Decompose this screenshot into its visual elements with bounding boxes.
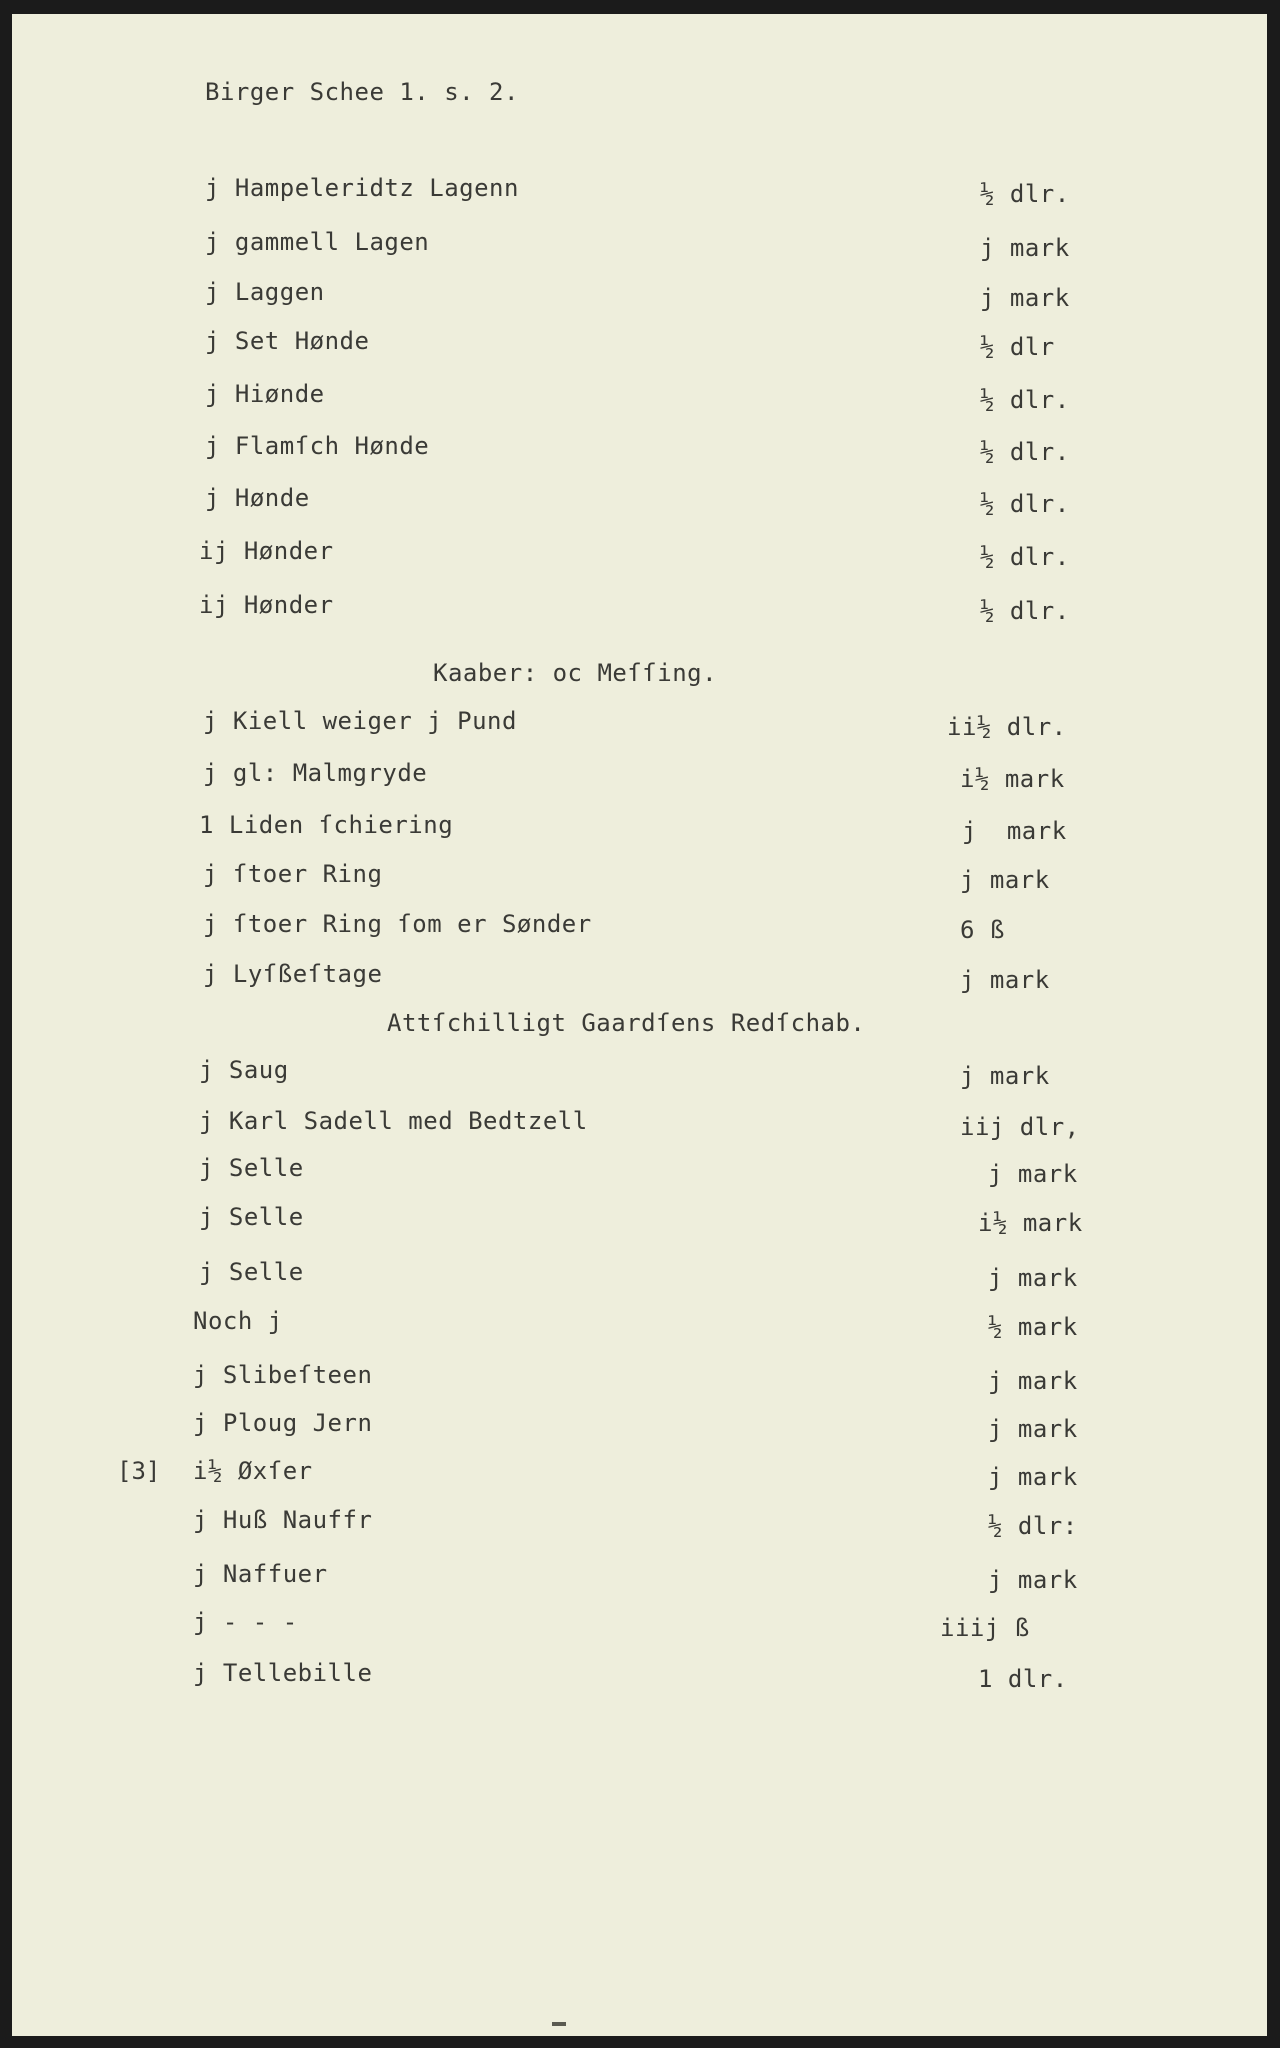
list-item [12, 432, 1267, 466]
item-text: j Saug [199, 1056, 289, 1084]
list-item [12, 1203, 1267, 1237]
item-text: j Hampeleridtz Lagenn [205, 174, 519, 202]
item-price: ½ mark [988, 1313, 1078, 1341]
item-price: j mark [960, 966, 1050, 994]
item-price: i½ mark [960, 765, 1065, 793]
list-item [12, 1560, 1267, 1594]
item-price: ½ dlr. [980, 386, 1070, 414]
list-item [12, 1107, 1267, 1141]
list-item [12, 1056, 1267, 1090]
item-text: j Slibeſteen [193, 1361, 373, 1389]
margin-note: [3] [117, 1457, 161, 1485]
item-price: j mark [988, 1264, 1078, 1292]
list-item [12, 1258, 1267, 1292]
list-item [12, 380, 1267, 414]
section-heading: Kaaber: oc Meſſing. [433, 659, 718, 687]
item-price: ½ dlr. [980, 597, 1070, 625]
item-price: iiij ß [940, 1614, 1030, 1642]
item-text: j ſtoer Ring [203, 860, 383, 888]
item-text: j Kiell weiger j Pund [203, 707, 517, 735]
item-text: 1 Liden ſchiering [199, 811, 454, 839]
list-item [12, 1361, 1267, 1395]
item-price: 6 ß [960, 916, 1005, 944]
inventory-list [12, 14, 1267, 2036]
item-text: j Hønde [205, 484, 310, 512]
item-text: j gl: Malmgryde [203, 759, 428, 787]
item-text: j - - - [193, 1608, 298, 1636]
item-text: j Huß Nauffr [193, 1506, 373, 1534]
item-price: ½ dlr [980, 333, 1055, 361]
list-item [12, 278, 1267, 312]
item-text: j Karl Sadell med Bedtzell [199, 1107, 588, 1135]
item-text: j Naffuer [193, 1560, 328, 1588]
item-text: j Selle [199, 1203, 304, 1231]
item-price: ½ dlr. [980, 180, 1070, 208]
item-text: j Laggen [205, 278, 325, 306]
item-price: j mark [960, 1062, 1050, 1090]
item-price: j mark [988, 1463, 1078, 1491]
item-price: ½ dlr. [980, 543, 1070, 571]
list-item [12, 707, 1267, 741]
list-item [12, 591, 1267, 625]
list-item [12, 1457, 1267, 1491]
list-item [12, 537, 1267, 571]
item-price: 1 dlr. [978, 1665, 1068, 1693]
item-text: j Selle [199, 1154, 304, 1182]
list-item [12, 1307, 1267, 1341]
item-price: j mark [988, 1160, 1078, 1188]
item-price: j mark [962, 817, 1067, 845]
list-item [12, 910, 1267, 944]
item-text: j Flamſch Hønde [205, 432, 430, 460]
list-item [12, 860, 1267, 894]
item-text: ij Hønder [199, 537, 334, 565]
list-item [12, 1409, 1267, 1443]
scan-mark [552, 2022, 566, 2026]
item-price: ½ dlr. [980, 490, 1070, 518]
item-text: j gammell Lagen [205, 228, 430, 256]
item-text: Noch j [193, 1307, 283, 1335]
list-item [12, 960, 1267, 994]
item-price: j mark [988, 1367, 1078, 1395]
item-text: j Ploug Jern [193, 1409, 373, 1437]
list-item [12, 174, 1267, 208]
list-item [12, 1506, 1267, 1540]
list-item [12, 1154, 1267, 1188]
item-price: i½ mark [978, 1209, 1083, 1237]
list-item [12, 327, 1267, 361]
item-price: j mark [980, 284, 1070, 312]
item-text: j Selle [199, 1258, 304, 1286]
item-text: i½ Øxſer [193, 1457, 313, 1485]
list-item [12, 811, 1267, 845]
item-price: j mark [960, 866, 1050, 894]
section-heading: Attſchilligt Gaardſens Redſchab. [387, 1009, 866, 1037]
item-text: j Set Hønde [205, 327, 370, 355]
item-text: j Hiønde [205, 380, 325, 408]
item-price: j mark [980, 234, 1070, 262]
item-price: ½ dlr: [988, 1512, 1078, 1540]
item-price: ½ dlr. [980, 438, 1070, 466]
item-text: j Tellebille [193, 1659, 373, 1687]
item-price: ii½ dlr. [947, 713, 1067, 741]
document-page [12, 14, 1267, 2036]
item-price: j mark [988, 1566, 1078, 1594]
item-text: j Lyſßeſtage [203, 960, 383, 988]
item-text: j ſtoer Ring ſom er Sønder [203, 910, 592, 938]
list-item [12, 1608, 1267, 1642]
page-header: Birger Schee 1. s. 2. [205, 78, 519, 106]
item-price: j mark [988, 1415, 1078, 1443]
list-item [12, 484, 1267, 518]
list-item [12, 759, 1267, 793]
item-text: ij Hønder [199, 591, 334, 619]
list-item [12, 1659, 1267, 1693]
list-item [12, 228, 1267, 262]
item-price: iij dlr, [960, 1113, 1080, 1141]
